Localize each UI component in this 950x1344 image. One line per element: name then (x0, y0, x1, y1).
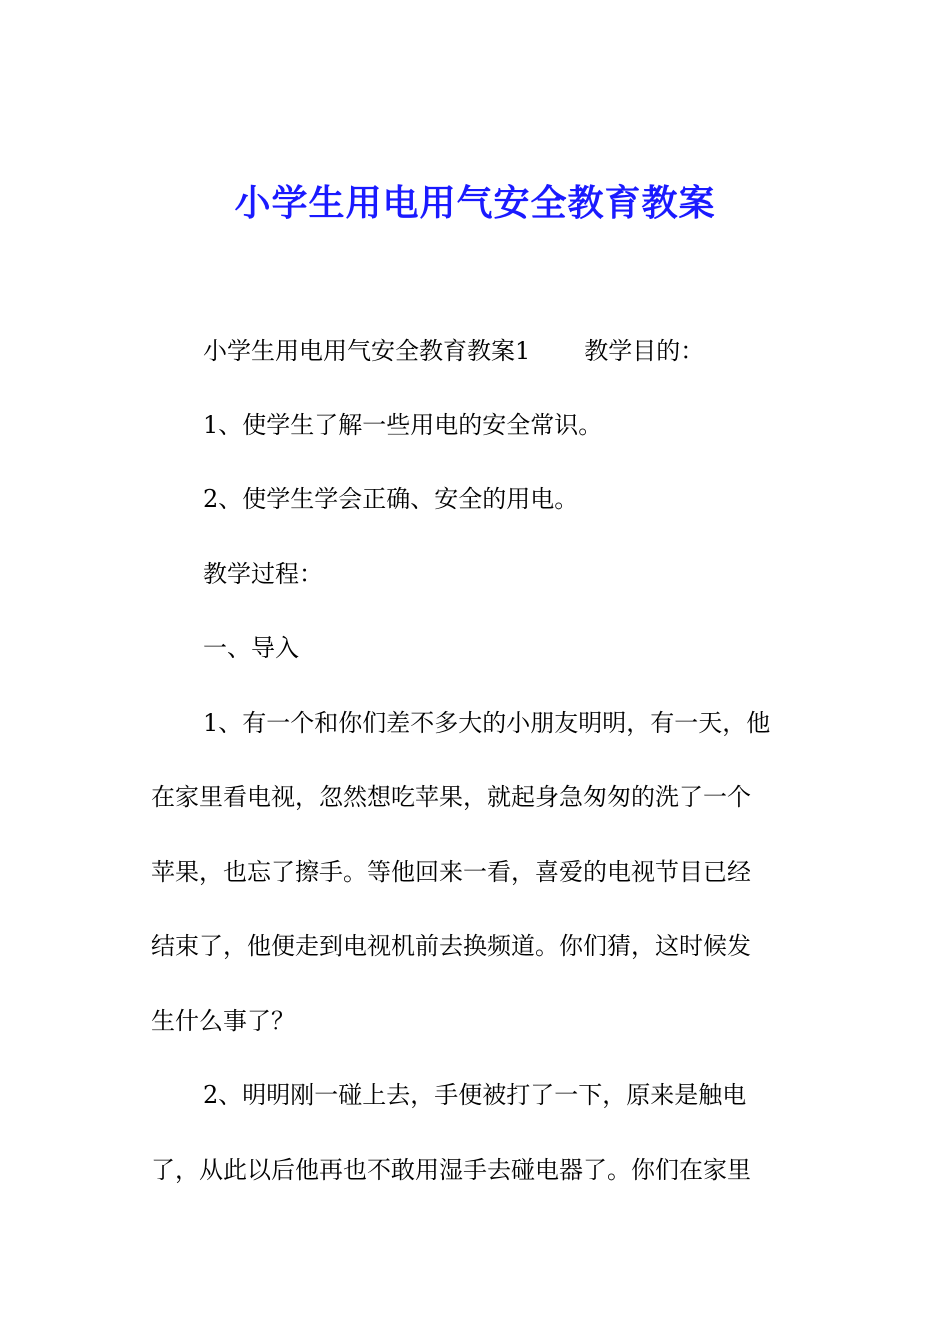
document-title: 小学生用电用气安全教育教案 (234, 183, 716, 224)
paragraph-line (203, 333, 704, 369)
lesson-plan-heading: 小学生用电用气安全教育教案1 (203, 337, 531, 365)
paragraph-line: 生什么事了？ (151, 1007, 295, 1035)
teaching-goals-label: 教学目的： (584, 337, 705, 365)
paragraph-line: 一、导入 (203, 634, 299, 662)
paragraph-line: 在家里看电视，忽然想吃苹果，就起身急匆匆的洗了一个 (151, 783, 751, 811)
paragraph-line: 1、有一个和你们差不多大的小朋友明明，有一天，他 (203, 709, 771, 737)
paragraph-line: 2、明明刚一碰上去，手便被打了一下，原来是触电 (203, 1081, 747, 1109)
paragraph-line: 结束了，他便走到电视机前去换频道。你们猜，这时候发 (151, 932, 751, 960)
paragraph-line: 1、使学生了解一些用电的安全常识。 (203, 411, 603, 439)
paragraph-line: 2、使学生学会正确、安全的用电。 (203, 485, 579, 513)
paragraph-line: 了，从此以后他再也不敢用湿手去碰电器了。你们在家里 (151, 1156, 751, 1184)
paragraph-line: 教学过程： (203, 560, 323, 588)
paragraph-line: 苹果，也忘了擦手。等他回来一看，喜爱的电视节目已经 (151, 858, 751, 886)
